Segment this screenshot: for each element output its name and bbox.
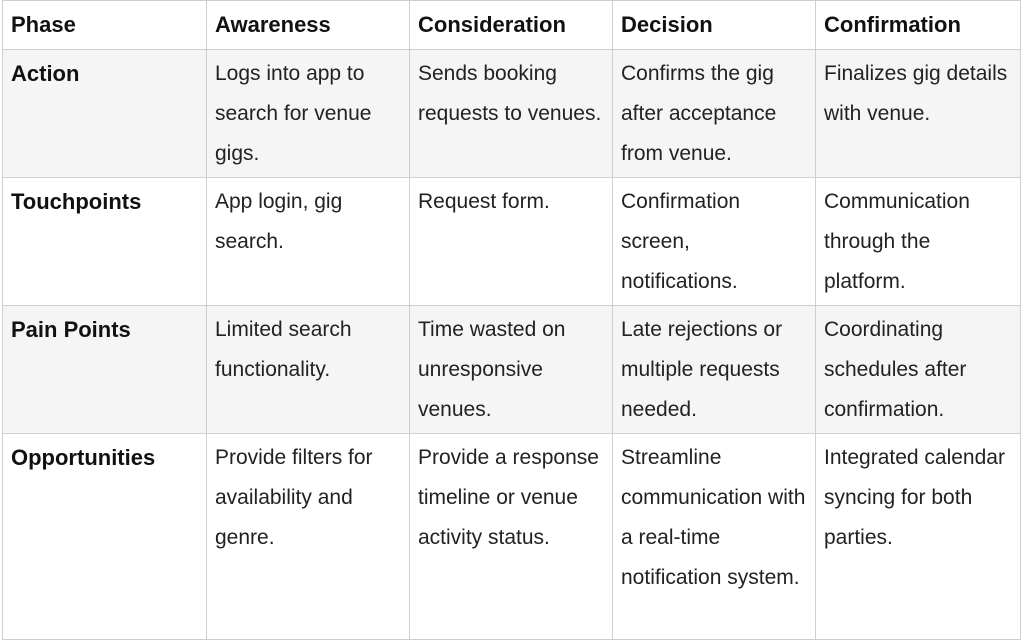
- table-cell: Sends booking requests to venues.: [410, 50, 613, 178]
- header-confirmation: Confirmation: [816, 1, 1021, 50]
- table-cell: Provide a response timeline or venue activity status.: [410, 434, 613, 640]
- table-header: [3, 1, 1021, 50]
- table-row-touchpoints: [3, 178, 1021, 306]
- header-row: [3, 1, 1021, 50]
- header-consideration: Consideration: [410, 1, 613, 50]
- row-label-action: Action: [3, 50, 207, 178]
- table-cell: Logs into app to search for venue gigs.: [207, 50, 410, 178]
- table-row-opportunities: [3, 434, 1021, 640]
- table-cell: Confirmation screen, notifications.: [613, 178, 816, 306]
- table-body: [3, 50, 1021, 640]
- header-awareness: Awareness: [207, 1, 410, 50]
- table-row-action: [3, 50, 1021, 178]
- table-cell: App login, gig search.: [207, 178, 410, 306]
- table-cell: Late rejections or multiple requests needed.: [613, 306, 816, 434]
- table-cell: Streamline communication with a real-time notification system.: [613, 434, 816, 640]
- table-row-pain-points: [3, 306, 1021, 434]
- row-label-pain-points: Pain Points: [3, 306, 207, 434]
- table-cell: Coordinating schedules after confirmation.: [816, 306, 1021, 434]
- table-cell: Integrated calendar syncing for both parties.: [816, 434, 1021, 640]
- row-label-opportunities: Opportunities: [3, 434, 207, 640]
- table-cell: Confirms the gig after acceptance from venue.: [613, 50, 816, 178]
- table-cell: Provide filters for availability and genre.: [207, 434, 410, 640]
- table-cell: Time wasted on unresponsive venues.: [410, 306, 613, 434]
- row-label-touchpoints: Touchpoints: [3, 178, 207, 306]
- table-cell: Finalizes gig details with venue.: [816, 50, 1021, 178]
- journey-map-table: [2, 0, 1021, 640]
- table-cell: Limited search functionality.: [207, 306, 410, 434]
- journey-map-container: [2, 0, 1021, 640]
- table-cell: Communication through the platform.: [816, 178, 1021, 306]
- header-decision: Decision: [613, 1, 816, 50]
- table-cell: Request form.: [410, 178, 613, 306]
- header-phase: Phase: [3, 1, 207, 50]
